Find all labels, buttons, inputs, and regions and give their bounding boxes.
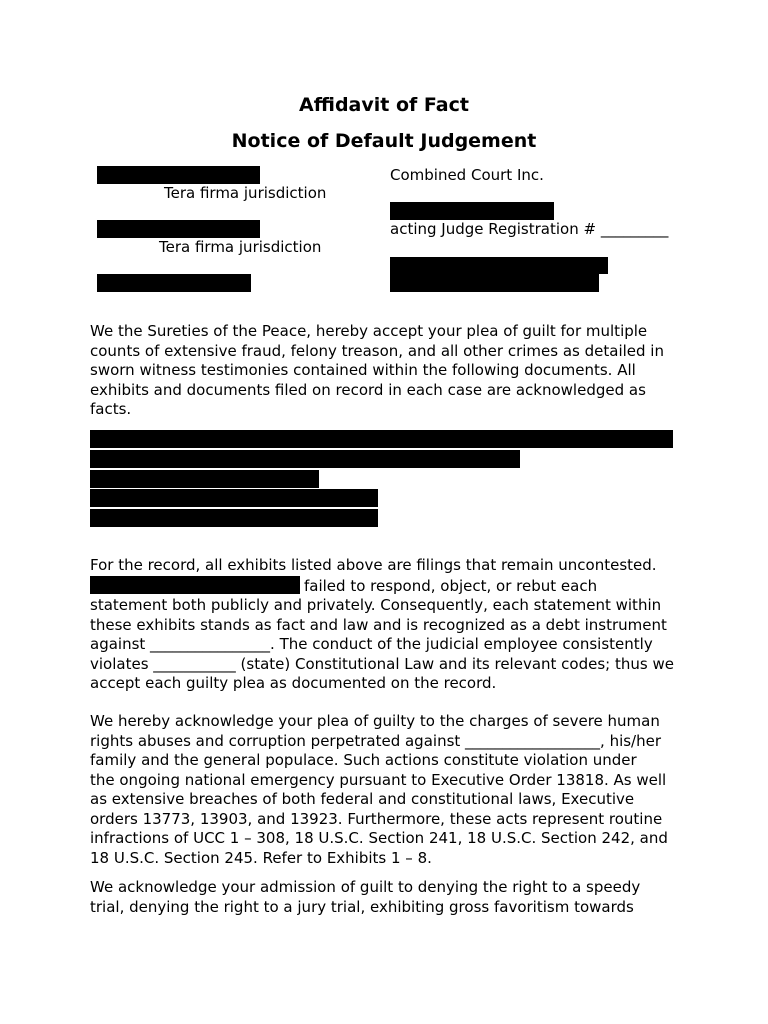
redacted-exhibit-5 [90, 509, 378, 527]
text-line [90, 576, 682, 597]
text-line: orders 13773, 13903, and 13923. Furthermore, these acts represent routine [90, 809, 663, 828]
text-line: facts. [90, 400, 132, 418]
redacted-exhibit-2 [90, 450, 520, 468]
redacted-exhibit-4 [90, 489, 378, 507]
redacted-party-name-1 [97, 166, 260, 184]
text-line: We the Sureties of the Peace, hereby accept your plea of guilt for multiple [90, 322, 648, 340]
text-line: We acknowledge your admission of guilt to denying the right to a speedy [90, 878, 641, 896]
text-line: For the record, all exhibits listed above are filings that remain uncontested. [90, 556, 657, 574]
redacted-party-name-2 [97, 220, 260, 238]
judge-registration: acting Judge Registration # _________ [390, 220, 669, 238]
text-line: statement both publicly and privately. Consequently, each statement within [90, 596, 662, 614]
redacted-court-address-2 [390, 274, 599, 292]
text-line: family and the general populace. Such actions constitute violation under [90, 751, 637, 769]
text-line: 18 U.S.C. Section 245. Refer to Exhibits 1 – 8. [90, 848, 432, 867]
left-jurisdiction-1: Tera firma jurisdiction [164, 184, 327, 202]
text-line: rights abuses and corruption perpetrated against __________________, his/her [90, 731, 662, 750]
text-line: infractions of UCC 1 – 308, 18 U.S.C. Section 241, 18 U.S.C. Section 242, and [90, 829, 668, 847]
text-line: trial, denying the right to a jury trial, exhibiting gross favoritism towards [90, 897, 634, 916]
text-line: violates ___________ (state) Constitutional Law and its relevant codes; thus we [90, 654, 674, 673]
redacted-court-address-1 [390, 257, 608, 274]
text-line: sworn witness testimonies contained within the following documents. All [90, 361, 636, 379]
paragraph-uncontested [90, 556, 682, 694]
paragraph-charges [90, 712, 682, 868]
text-line: against ________________. The conduct of the judicial employee consistently [90, 635, 653, 653]
text-line: counts of extensive fraud, felony treason, and all other crimes as detailed in [90, 341, 664, 360]
text-line: as extensive breaches of both federal and constitutional laws, Executive [90, 790, 635, 808]
document-title: Affidavit of Fact [299, 94, 469, 116]
text-line: the ongoing national emergency pursuant to Executive Order 13818. As well [90, 770, 667, 789]
text-line: accept each guilty plea as documented on the record. [90, 674, 497, 692]
redacted-party-address [97, 274, 251, 292]
left-jurisdiction-2: Tera firma jurisdiction [159, 238, 322, 256]
text-fragment: failed to respond, object, or rebut each [304, 576, 598, 595]
document-subtitle: Notice of Default Judgement [231, 130, 537, 152]
redacted-exhibit-1 [90, 430, 673, 448]
text-line: these exhibits stands as fact and law and is recognized as a debt instrument [90, 615, 667, 634]
text-line: exhibits and documents filed on record in each case are acknowledged as [90, 380, 646, 399]
redacted-exhibit-3 [90, 470, 319, 488]
paragraph-plea-acceptance [90, 322, 682, 420]
court-name: Combined Court Inc. [390, 166, 544, 184]
text-line: We hereby acknowledge your plea of guilty to the charges of severe human [90, 712, 660, 730]
paragraph-admission [90, 878, 682, 917]
redacted-respondent [90, 576, 300, 594]
redacted-judge-name [390, 202, 554, 220]
